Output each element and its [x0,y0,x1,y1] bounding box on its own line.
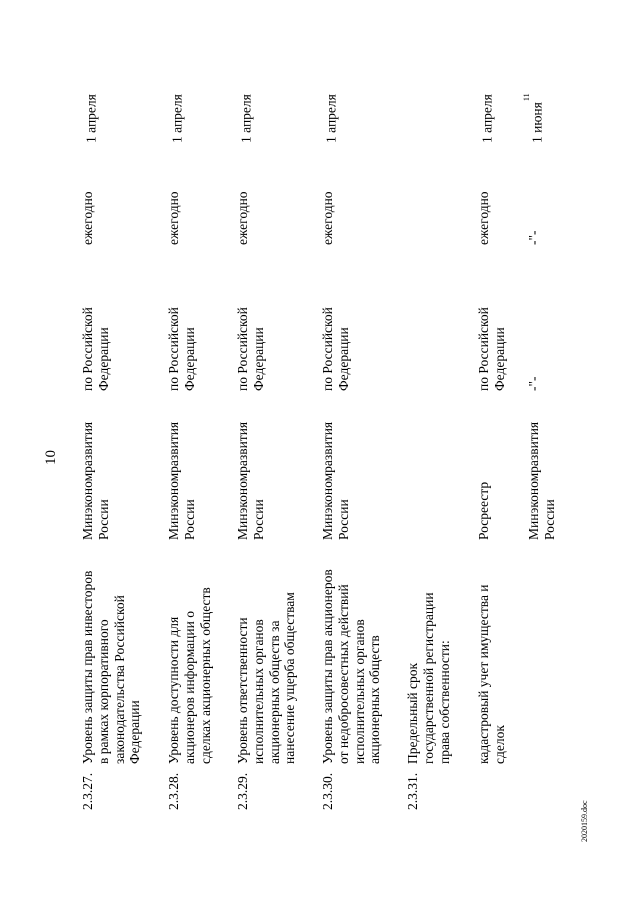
frequency: ежегодно [166,191,181,245]
responsible-agency: Росреестр [476,481,491,540]
submission-date: 1 июня$^{11}$ [522,93,545,143]
row-number: 2.3.29. [235,772,250,810]
row-number: 2.3.28. [166,772,181,810]
responsible-agency: Минэкономразвития России [80,421,111,540]
row-number: 2.3.27. [80,772,95,810]
submission-date: 1 апреля [169,94,185,143]
submission-date [405,142,424,143]
row-number: 2.3.31. [405,772,420,810]
frequency: ежегодно [320,191,335,245]
submission-date: 1 апреля [238,94,254,143]
frequency: ежегодно [476,191,491,245]
submission-date: 1 апреля [83,94,99,143]
frequency: ежегодно [235,191,250,245]
frequency: ежегодно [80,191,95,245]
row-number: 2.3.30. [320,772,335,810]
indicator-name: Уровень защиты прав акционеров от недобросовестных действий исполнительных органов акционерных обществ [320,569,383,764]
file-name-footer: 2020159.doc [580,800,589,842]
coverage-scope: по Российской Федерации [476,307,507,391]
indicator-name: Уровень защиты прав инвесторов в рамках корпоративного законодательства Российской Федерации [80,570,143,764]
responsible-agency: Минэкономразвития России [526,421,557,540]
page-number: 10 [43,450,59,465]
indicator-name: Уровень ответственности исполнительных органов акционерных обществ за нанесение ущерба обществам [235,592,298,764]
coverage-scope: -"- [526,376,541,391]
responsible-agency: Минэкономразвития России [166,421,197,540]
footnote-marker: 11 [522,93,531,102]
coverage-scope: по Российской Федерации [320,307,351,391]
coverage-scope: по Российской Федерации [166,307,197,391]
coverage-scope: по Российской Федерации [235,307,266,391]
submission-date: 1 апреля [479,94,495,143]
frequency: -"- [526,230,541,245]
indicator-name: Предельный срок государственной регистрации права собственности: [405,592,452,764]
submission-date: 1 апреля [323,94,339,143]
coverage-scope: по Российской Федерации [80,307,111,391]
indicator-name: кадастровый учет имущества и сделок [476,584,507,764]
indicator-name: Уровень доступности для акционеров информации о сделках акционерных обществ [166,587,213,764]
responsible-agency: Минэкономразвития России [320,421,351,540]
responsible-agency: Минэкономразвития России [235,421,266,540]
